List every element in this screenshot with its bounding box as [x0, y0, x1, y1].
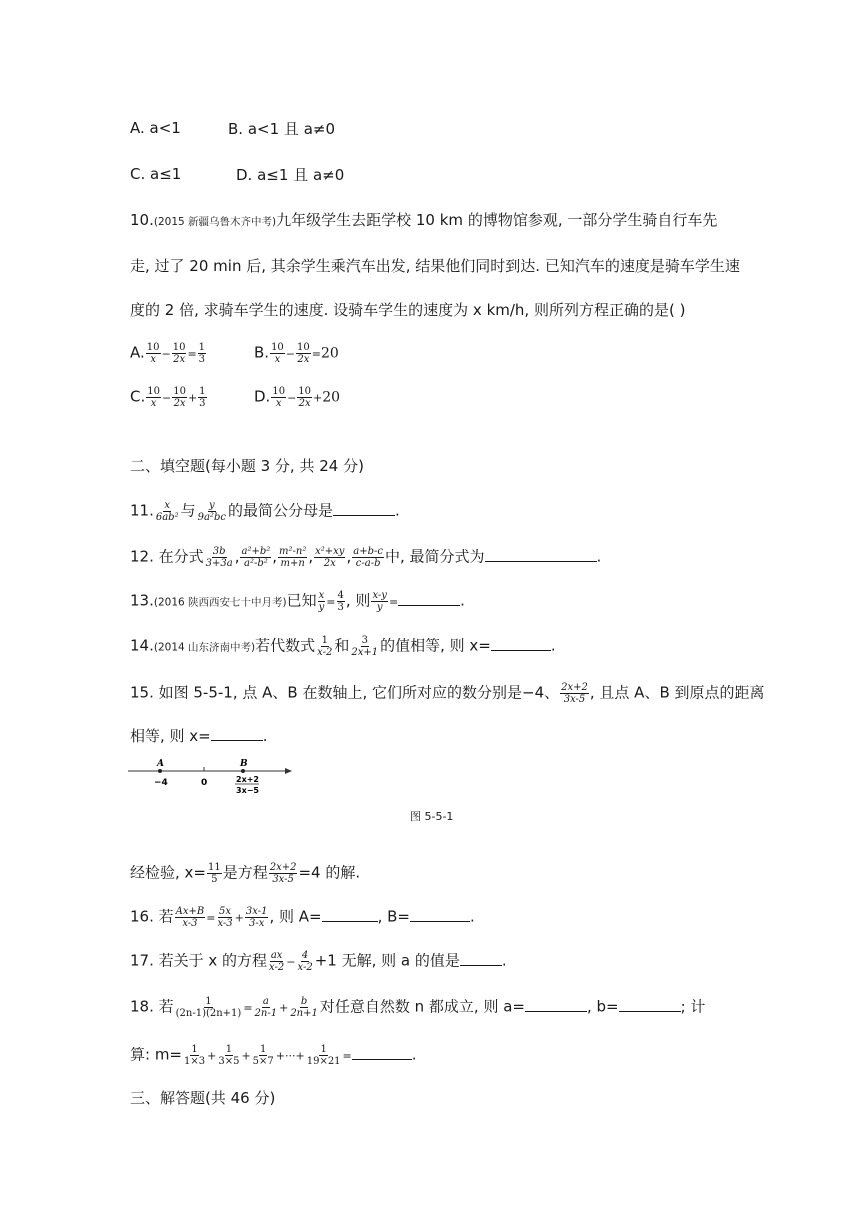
section3-title: 三、解答题(共 46 分) [130, 1089, 276, 1107]
arrow-right-icon [285, 768, 292, 774]
tick-label-0: 0 [201, 778, 208, 788]
q10-source: (2015 新疆乌鲁木齐中考) [153, 216, 277, 228]
point-b-value-num: 2x+2 [236, 775, 259, 784]
q10-option-c: C. $\frac{10}{x}$ − $\frac{10}{2x}$ + $\frac{1}{3}$ [130, 386, 206, 409]
q9-option-b: B. a<1 且 a≠0 [228, 120, 335, 138]
q18-answer-b-blank[interactable] [619, 997, 681, 1012]
point-b-value-den: 3x−5 [236, 786, 259, 795]
q9-option-a: A. a<1 [130, 119, 181, 137]
point-b-marker [241, 769, 245, 773]
q11-answer-blank[interactable] [333, 501, 395, 516]
point-b-label: B [240, 759, 248, 769]
q12: 12. 在分式 $\frac{3b}{3+3a}$ , $\frac{\text{a²+b²}}{\text{a²-b²}}$ , $\frac{\text{m²-n²}}{m+n}$ , $\frac{\text{x²+xy}}{2x}$ , $\frac{a+b-c}{c-a-b}$ 中, 最简分式为 . [130, 546, 602, 569]
q10-line3: 度的 2 倍, 求骑车学生的速度. 设骑车学生的速度为 x km/h, 则所列方程正确的是( ) [130, 301, 686, 319]
q15-line1: 15. 如图 5-5-1, 点 A、B 在数轴上, 它们所对应的数分别是−4、 $\frac{2x+2}{3x-5}$ , 且点 A、B 到原点的距离 [130, 682, 765, 705]
q16: 16. 若 $\frac{Ax+B}{x-3}$ = $\frac{5x}{x-3}$ + $\frac{3x-1}{3-x}$ , 则 A= , B= . [130, 906, 475, 929]
q18-answer-m-blank[interactable] [352, 1045, 412, 1060]
q13-source: (2016 陕西西安七十中月考) [153, 596, 287, 609]
q10-line1: 10.(2015 新疆乌鲁木齐中考)九年级学生去距学校 10 km 的博物馆参观, 一部分学生骑自行车先 [130, 211, 718, 229]
number-line-figure [128, 756, 298, 800]
q9-option-c: C. a≤1 [130, 165, 182, 183]
point-a-label: A [157, 759, 164, 769]
check-line: 经检验, x= $\frac{11}{5}$ 是方程 $\frac{2x+2}{3x-5}$ =4 的解. [130, 862, 361, 885]
q18-line1: 18. 若 $\frac{1}{(2n-1)(2n+1)}$ = $\frac{a}{2n-1}$ + $\frac{b}{2n+1}$ 对任意自然数 n 都成立, 则 a= , b= ; 计 [130, 996, 706, 1019]
q16-answer-a-blank[interactable] [322, 907, 378, 922]
q18-line2: 算: m= $\frac{1}{1\times 3}$ + $\frac{1}{3\times 5}$ + $\frac{1}{5\times 7}$ +···+ $\frac{1}{19\times 21}$ = . [130, 1044, 417, 1067]
q15-answer-blank[interactable] [211, 726, 263, 741]
q10-option-b: B. $\frac{10}{x}$ − $\frac{10}{2x}$ =20 [254, 342, 339, 365]
section2-title: 二、填空题(每小题 3 分, 共 24 分) [130, 457, 364, 475]
q11: 11. $\frac{x}{\text{6ab²}}$ 与 $\frac{y}{\text{9a²bc}}$ 的最简公分母是 . [130, 500, 400, 523]
q14-answer-blank[interactable] [491, 636, 551, 651]
point-a-marker [158, 769, 162, 773]
q14-source: (2014 山东济南中考) [153, 641, 256, 654]
q10-option-a: A. $\frac{10}{x}$ − $\frac{10}{2x}$ = $\frac{1}{3}$ [130, 342, 206, 365]
q15-line2: 相等, 则 x= . [130, 727, 268, 745]
q12-answer-blank[interactable] [485, 547, 597, 562]
q10-option-d: D. $\frac{10}{x}$ − $\frac{10}{2x}$ +20 [254, 386, 341, 409]
q17-answer-blank[interactable] [460, 951, 502, 966]
tick-label-neg4: −4 [154, 778, 168, 788]
q9-option-d: D. a≤1 且 a≠0 [236, 166, 345, 184]
q10-line2: 走, 过了 20 min 后, 其余学生乘汽车出发, 结果他们同时到达. 已知汽车的速度是骑车学生速 [130, 257, 740, 275]
q14: 14.(2014 山东济南中考)若代数式 $\frac{1}{x-2}$ 和 $\frac{3}{2x+1}$ 的值相等, 则 x= . [130, 635, 556, 658]
q13-answer-blank[interactable] [398, 591, 460, 606]
q18-answer-a-blank[interactable] [525, 997, 587, 1012]
figure-caption: 图 5-5-1 [410, 810, 454, 823]
q16-answer-b-blank[interactable] [410, 907, 470, 922]
q17: 17. 若关于 x 的方程 $\frac{ax}{x-2}$ − $\frac{4}{x-2}$ +1 无解, 则 a 的值是 . [130, 950, 507, 973]
q13: 13.(2016 陕西西安七十中月考)已知 $\frac{x}{y}$ = $\frac{4}{3}$ , 则 $\frac{x-y}{y}$ = . [130, 590, 465, 613]
